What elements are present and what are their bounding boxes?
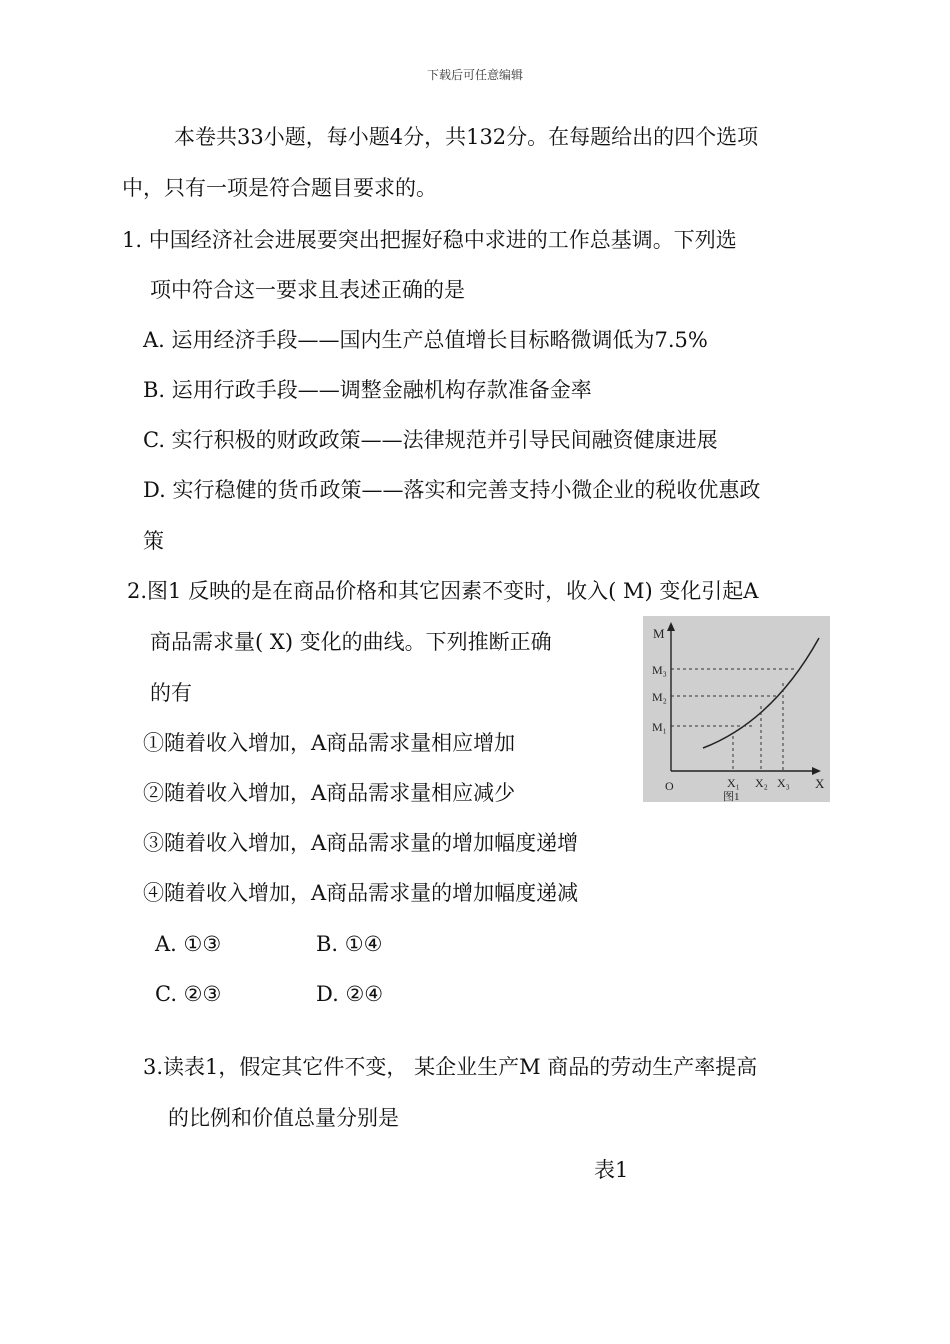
x-axis-label: X xyxy=(815,776,825,791)
tick-x2: X₂ xyxy=(755,776,768,790)
figure-caption: 图1 xyxy=(723,791,740,802)
q2-choice-d: D. ②④ xyxy=(316,982,384,1006)
q3-table-title: 表1 xyxy=(594,1158,629,1182)
figure-1-svg xyxy=(643,616,830,802)
q2-choice-b: B. ①④ xyxy=(316,932,383,956)
q1-stem-line-2: 项中符合这一要求且表述正确的是 xyxy=(150,278,465,302)
tick-m2: M₂ xyxy=(652,690,667,704)
intro-line-2: 中，只有一项是符合题目要求的。 xyxy=(122,176,437,200)
q1-option-d: D. 实行稳健的货币政策——落实和完善支持小微企业的税收优惠政 xyxy=(143,478,761,502)
tick-m3: M₃ xyxy=(652,663,667,677)
q2-stem-line-1: 2.图1 反映的是在商品价格和其它因素不变时，收入( M) 变化引起A xyxy=(127,579,759,603)
q1-option-d-cont: 策 xyxy=(143,529,164,553)
q2-choice-c: C. ②③ xyxy=(155,982,222,1006)
q2-statement-1: ①随着收入增加，A商品需求量相应增加 xyxy=(143,731,516,755)
figure-1-income-demand-curve xyxy=(643,616,830,802)
q1-option-c: C. 实行积极的财政政策——法律规范并引导民间融资健康进展 xyxy=(143,428,718,452)
q1-stem-line-1: 1. 中国经济社会进展要突出把握好稳中求进的工作总基调。下列选 xyxy=(122,228,737,252)
tick-x3: X₃ xyxy=(777,776,790,790)
y-axis-arrow xyxy=(667,622,675,631)
q2-choice-a: A. ①③ xyxy=(155,932,222,956)
page-header: 下载后可任意编辑 xyxy=(426,68,523,82)
q2-statement-2: ②随着收入增加，A商品需求量相应减少 xyxy=(143,781,516,805)
q1-option-a: A. 运用经济手段——国内生产总值增长目标略微调低为7.5% xyxy=(143,328,708,352)
q3-stem-line-1: 3.读表1，假定其它件不变， 某企业生产M 商品的劳动生产率提高 xyxy=(143,1055,758,1079)
q1-option-b: B. 运用行政手段——调整金融机构存款准备金率 xyxy=(143,378,592,402)
tick-x1: X₁ xyxy=(727,776,740,790)
intro-line-1: 本卷共33小题，每小题4分，共132分。在每题给出的四个选项 xyxy=(174,125,759,149)
x-axis-arrow xyxy=(812,767,821,775)
q2-stem-line-3: 的有 xyxy=(150,681,192,705)
q2-statement-4: ④随着收入增加，A商品需求量的增加幅度递减 xyxy=(143,881,579,905)
q3-stem-line-2: 的比例和价值总量分别是 xyxy=(168,1106,399,1130)
tick-m1: M₁ xyxy=(652,720,667,734)
origin-label: O xyxy=(665,779,674,793)
q2-stem-line-2: 商品需求量( X) 变化的曲线。下列推断正确 xyxy=(150,630,552,654)
y-axis-label: M xyxy=(653,626,665,641)
q2-statement-3: ③随着收入增加，A商品需求量的增加幅度递增 xyxy=(143,831,579,855)
